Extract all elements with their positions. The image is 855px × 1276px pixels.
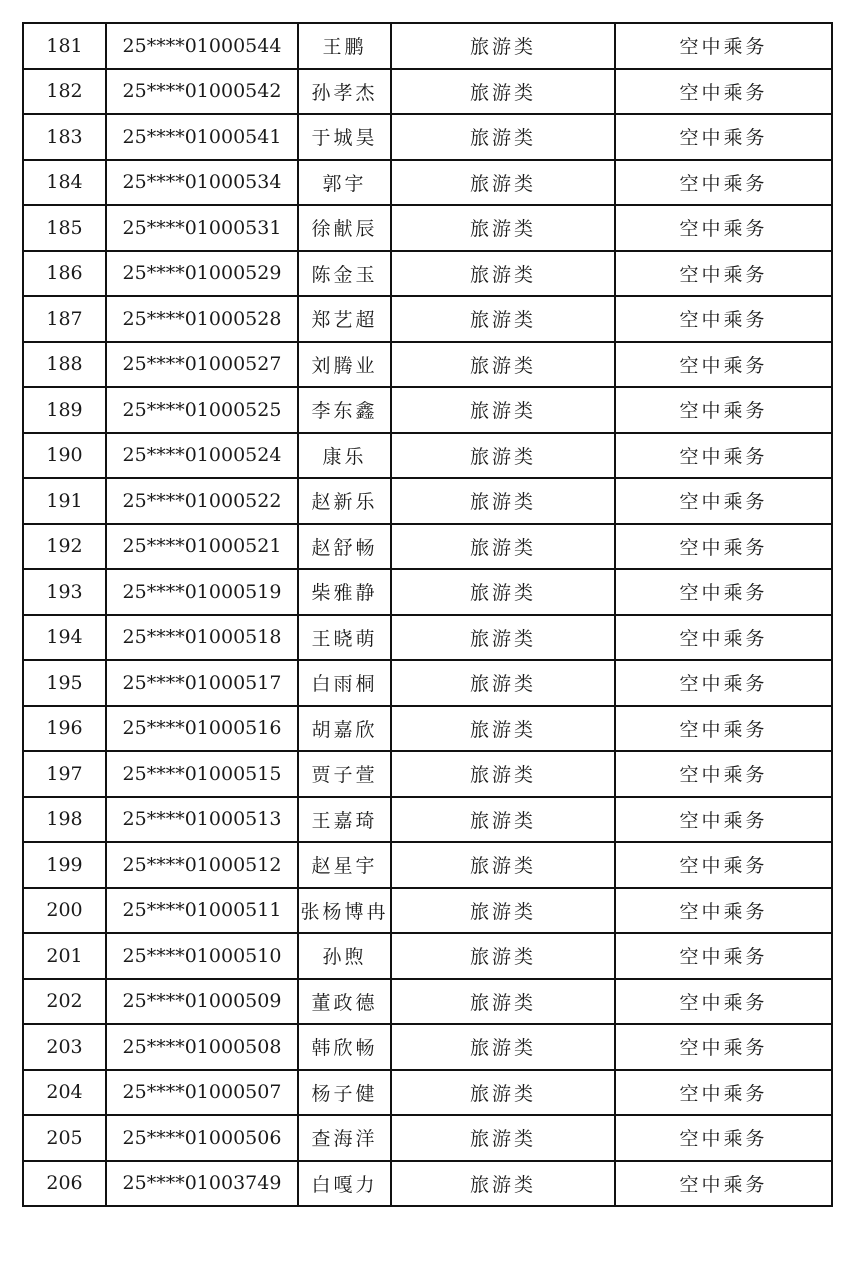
category-cell: 旅游类 [391, 569, 615, 615]
table-row [23, 1115, 832, 1161]
major-cell: 空中乘务 [615, 387, 832, 433]
major-cell: 空中乘务 [615, 933, 832, 979]
major-cell: 空中乘务 [615, 1115, 832, 1161]
table-row [23, 888, 832, 934]
student-name-cell: 刘腾业 [298, 342, 391, 388]
student-name-cell: 韩欣畅 [298, 1024, 391, 1070]
table-row [23, 524, 832, 570]
exam-id-cell: 25****01000524 [106, 433, 298, 479]
roster-body [23, 23, 832, 1206]
exam-id-cell: 25****01000509 [106, 979, 298, 1025]
student-name-cell: 胡嘉欣 [298, 706, 391, 752]
student-name-cell: 贾子萱 [298, 751, 391, 797]
category-cell: 旅游类 [391, 69, 615, 115]
student-name-cell: 王晓萌 [298, 615, 391, 661]
category-cell: 旅游类 [391, 296, 615, 342]
major-cell: 空中乘务 [615, 296, 832, 342]
major-cell: 空中乘务 [615, 524, 832, 570]
exam-id-cell: 25****01000528 [106, 296, 298, 342]
student-name-cell: 李东鑫 [298, 387, 391, 433]
student-name-cell: 董政德 [298, 979, 391, 1025]
major-cell: 空中乘务 [615, 478, 832, 524]
row-number-cell: 195 [23, 660, 106, 706]
exam-id-cell: 25****01000513 [106, 797, 298, 843]
category-cell: 旅游类 [391, 114, 615, 160]
exam-id-cell: 25****01000542 [106, 69, 298, 115]
category-cell: 旅游类 [391, 751, 615, 797]
table-row [23, 797, 832, 843]
exam-id-cell: 25****01000519 [106, 569, 298, 615]
exam-id-cell: 25****01000506 [106, 1115, 298, 1161]
student-name-cell: 王鹏 [298, 23, 391, 69]
row-number-cell: 205 [23, 1115, 106, 1161]
category-cell: 旅游类 [391, 660, 615, 706]
exam-id-cell: 25****01000518 [106, 615, 298, 661]
category-cell: 旅游类 [391, 797, 615, 843]
student-name-cell: 白嘎力 [298, 1161, 391, 1207]
exam-id-cell: 25****01000512 [106, 842, 298, 888]
table-row [23, 1161, 832, 1207]
row-number-cell: 199 [23, 842, 106, 888]
category-cell: 旅游类 [391, 1024, 615, 1070]
row-number-cell: 181 [23, 23, 106, 69]
table-row [23, 615, 832, 661]
table-row [23, 660, 832, 706]
major-cell: 空中乘务 [615, 23, 832, 69]
major-cell: 空中乘务 [615, 569, 832, 615]
row-number-cell: 202 [23, 979, 106, 1025]
major-cell: 空中乘务 [615, 1070, 832, 1116]
major-cell: 空中乘务 [615, 797, 832, 843]
roster-table [22, 22, 833, 1207]
student-name-cell: 张杨博冉 [298, 888, 391, 934]
row-number-cell: 192 [23, 524, 106, 570]
student-name-cell: 赵新乐 [298, 478, 391, 524]
table-row [23, 1070, 832, 1116]
row-number-cell: 183 [23, 114, 106, 160]
row-number-cell: 193 [23, 569, 106, 615]
category-cell: 旅游类 [391, 933, 615, 979]
student-name-cell: 查海洋 [298, 1115, 391, 1161]
table-row [23, 69, 832, 115]
major-cell: 空中乘务 [615, 979, 832, 1025]
major-cell: 空中乘务 [615, 1161, 832, 1207]
major-cell: 空中乘务 [615, 69, 832, 115]
row-number-cell: 206 [23, 1161, 106, 1207]
exam-id-cell: 25****01000529 [106, 251, 298, 297]
row-number-cell: 194 [23, 615, 106, 661]
category-cell: 旅游类 [391, 23, 615, 69]
exam-id-cell: 25****01000515 [106, 751, 298, 797]
category-cell: 旅游类 [391, 387, 615, 433]
student-name-cell: 郑艺超 [298, 296, 391, 342]
exam-id-cell: 25****01000510 [106, 933, 298, 979]
table-row [23, 160, 832, 206]
student-name-cell: 郭宇 [298, 160, 391, 206]
exam-id-cell: 25****01000525 [106, 387, 298, 433]
row-number-cell: 182 [23, 69, 106, 115]
exam-id-cell: 25****01000507 [106, 1070, 298, 1116]
exam-id-cell: 25****01000527 [106, 342, 298, 388]
row-number-cell: 187 [23, 296, 106, 342]
major-cell: 空中乘务 [615, 251, 832, 297]
student-name-cell: 孙煦 [298, 933, 391, 979]
student-name-cell: 于城昊 [298, 114, 391, 160]
exam-id-cell: 25****01000544 [106, 23, 298, 69]
row-number-cell: 197 [23, 751, 106, 797]
student-name-cell: 赵舒畅 [298, 524, 391, 570]
category-cell: 旅游类 [391, 342, 615, 388]
exam-id-cell: 25****01000511 [106, 888, 298, 934]
student-name-cell: 白雨桐 [298, 660, 391, 706]
category-cell: 旅游类 [391, 205, 615, 251]
table-row [23, 433, 832, 479]
table-row [23, 387, 832, 433]
category-cell: 旅游类 [391, 1161, 615, 1207]
category-cell: 旅游类 [391, 706, 615, 752]
category-cell: 旅游类 [391, 478, 615, 524]
row-number-cell: 191 [23, 478, 106, 524]
row-number-cell: 184 [23, 160, 106, 206]
major-cell: 空中乘务 [615, 433, 832, 479]
category-cell: 旅游类 [391, 888, 615, 934]
row-number-cell: 185 [23, 205, 106, 251]
major-cell: 空中乘务 [615, 751, 832, 797]
exam-id-cell: 25****01000541 [106, 114, 298, 160]
major-cell: 空中乘务 [615, 660, 832, 706]
category-cell: 旅游类 [391, 615, 615, 661]
category-cell: 旅游类 [391, 251, 615, 297]
table-row [23, 1024, 832, 1070]
row-number-cell: 203 [23, 1024, 106, 1070]
student-name-cell: 杨子健 [298, 1070, 391, 1116]
row-number-cell: 201 [23, 933, 106, 979]
student-name-cell: 康乐 [298, 433, 391, 479]
student-name-cell: 赵星宇 [298, 842, 391, 888]
row-number-cell: 189 [23, 387, 106, 433]
row-number-cell: 190 [23, 433, 106, 479]
major-cell: 空中乘务 [615, 706, 832, 752]
student-name-cell: 孙孝杰 [298, 69, 391, 115]
table-row [23, 842, 832, 888]
table-row [23, 933, 832, 979]
student-name-cell: 王嘉琦 [298, 797, 391, 843]
student-name-cell: 柴雅静 [298, 569, 391, 615]
category-cell: 旅游类 [391, 1115, 615, 1161]
row-number-cell: 200 [23, 888, 106, 934]
exam-id-cell: 25****01000517 [106, 660, 298, 706]
table-row [23, 342, 832, 388]
major-cell: 空中乘务 [615, 888, 832, 934]
major-cell: 空中乘务 [615, 160, 832, 206]
row-number-cell: 198 [23, 797, 106, 843]
table-row [23, 706, 832, 752]
table-row [23, 114, 832, 160]
table-row [23, 569, 832, 615]
major-cell: 空中乘务 [615, 205, 832, 251]
major-cell: 空中乘务 [615, 342, 832, 388]
table-row [23, 478, 832, 524]
major-cell: 空中乘务 [615, 842, 832, 888]
table-row [23, 296, 832, 342]
row-number-cell: 204 [23, 1070, 106, 1116]
exam-id-cell: 25****01000522 [106, 478, 298, 524]
table-row [23, 979, 832, 1025]
table-row [23, 751, 832, 797]
category-cell: 旅游类 [391, 1070, 615, 1116]
category-cell: 旅游类 [391, 979, 615, 1025]
category-cell: 旅游类 [391, 524, 615, 570]
row-number-cell: 196 [23, 706, 106, 752]
category-cell: 旅游类 [391, 842, 615, 888]
exam-id-cell: 25****01000531 [106, 205, 298, 251]
row-number-cell: 186 [23, 251, 106, 297]
exam-id-cell: 25****01003749 [106, 1161, 298, 1207]
major-cell: 空中乘务 [615, 615, 832, 661]
exam-id-cell: 25****01000534 [106, 160, 298, 206]
exam-id-cell: 25****01000516 [106, 706, 298, 752]
category-cell: 旅游类 [391, 433, 615, 479]
row-number-cell: 188 [23, 342, 106, 388]
student-name-cell: 徐献辰 [298, 205, 391, 251]
category-cell: 旅游类 [391, 160, 615, 206]
table-row [23, 205, 832, 251]
exam-id-cell: 25****01000521 [106, 524, 298, 570]
table-row [23, 251, 832, 297]
student-name-cell: 陈金玉 [298, 251, 391, 297]
table-row [23, 23, 832, 69]
exam-id-cell: 25****01000508 [106, 1024, 298, 1070]
major-cell: 空中乘务 [615, 114, 832, 160]
major-cell: 空中乘务 [615, 1024, 832, 1070]
